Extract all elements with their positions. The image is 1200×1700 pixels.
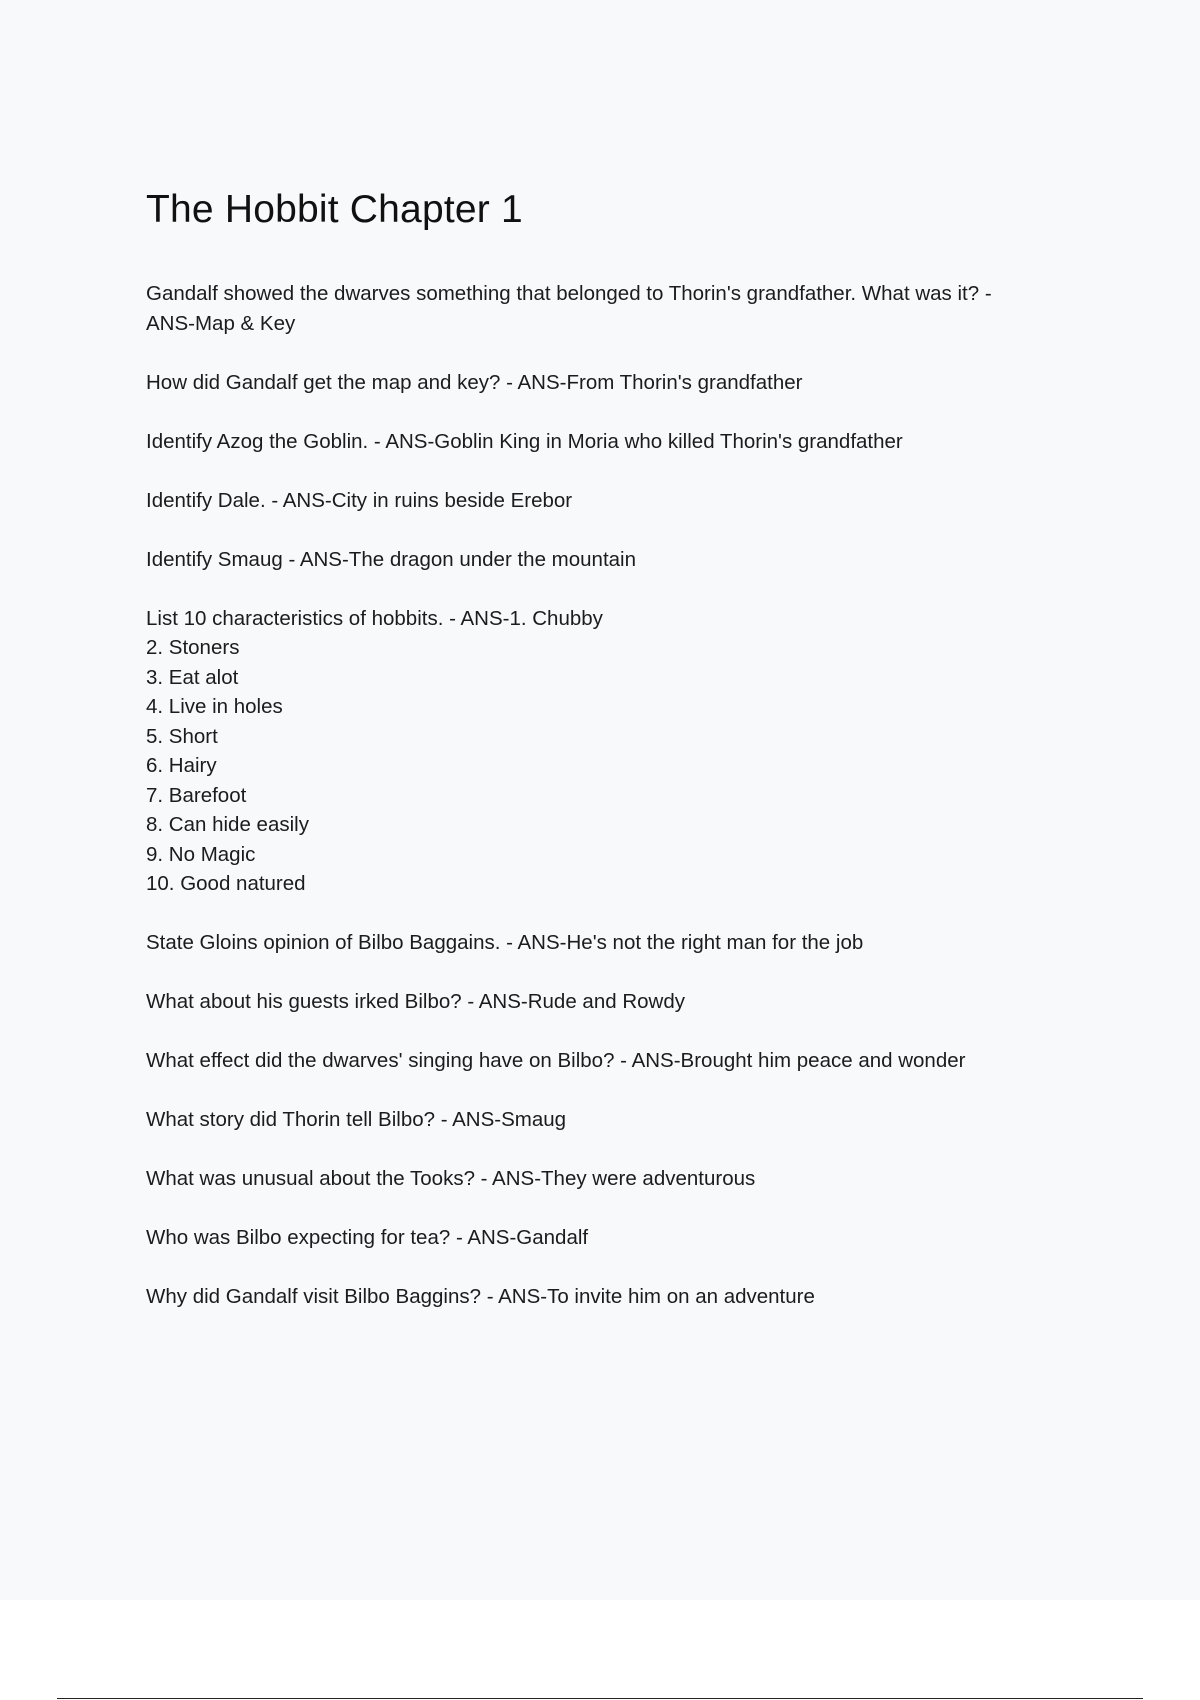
qa-line: Identify Azog the Goblin. - ANS-Goblin King in Moria who killed Thorin's grandfather: [146, 429, 903, 453]
qa-line: 6. Hairy: [146, 754, 217, 777]
qa-line: What story did Thorin tell Bilbo? - ANS-Smaug: [146, 1108, 567, 1131]
qa-line: Identify Smaug - ANS-The dragon under the mountain: [146, 547, 637, 571]
qa-line: Identify Dale. - ANS-City in ruins beside Erebor: [146, 488, 573, 512]
qa-line: 5. Short: [146, 724, 218, 748]
qa-item: [146, 545, 1076, 575]
qa-item: [146, 279, 1076, 338]
qa-line: What effect did the dwarves' singing have on Bilbo? - ANS-Brought him peace and wonder: [146, 1049, 966, 1072]
qa-line: 9. No Magic: [146, 842, 256, 866]
qa-line: 8. Can hide easily: [146, 813, 309, 836]
qa-item: [146, 1164, 1076, 1194]
qa-line: Why did Gandalf visit Bilbo Baggins? - ANS-To invite him on an adventure: [146, 1285, 815, 1308]
bottom-divider: [57, 1698, 1143, 1699]
qa-item: [146, 1105, 1076, 1135]
qa-line: What was unusual about the Tooks? - ANS-They were adventurous: [146, 1167, 756, 1190]
qa-item: [146, 604, 1076, 899]
qa-item: [146, 1223, 1076, 1253]
qa-item: [146, 368, 1076, 398]
question-answer-list: [146, 279, 1076, 1341]
qa-item: [146, 928, 1076, 958]
qa-line: What about his guests irked Bilbo? - ANS-Rude and Rowdy: [146, 990, 685, 1013]
qa-line: Who was Bilbo expecting for tea? - ANS-Gandalf: [146, 1226, 589, 1249]
qa-item: [146, 1046, 1076, 1076]
qa-line: 2. Stoners: [146, 636, 240, 659]
qa-item: [146, 486, 1076, 516]
qa-line: ANS-Map & Key: [146, 311, 296, 335]
qa-item: [146, 427, 1076, 457]
qa-line: 3. Eat alot: [146, 665, 239, 689]
qa-line: Gandalf showed the dwarves something that belonged to Thorin's grandfather. What was it? -: [146, 282, 992, 305]
qa-line: 4. Live in holes: [146, 695, 283, 718]
qa-line: How did Gandalf get the map and key? - ANS-From Thorin's grandfather: [146, 370, 803, 394]
qa-line: 7. Barefoot: [146, 783, 247, 807]
qa-line: State Gloins opinion of Bilbo Baggains. - ANS-He's not the right man for the job: [146, 931, 864, 954]
qa-item: [146, 987, 1076, 1017]
qa-line: 10. Good natured: [146, 872, 306, 895]
qa-line: List 10 characteristics of hobbits. - ANS-1. Chubby: [146, 606, 603, 630]
page-title: The Hobbit Chapter 1: [146, 188, 523, 231]
qa-item: [146, 1282, 1076, 1312]
